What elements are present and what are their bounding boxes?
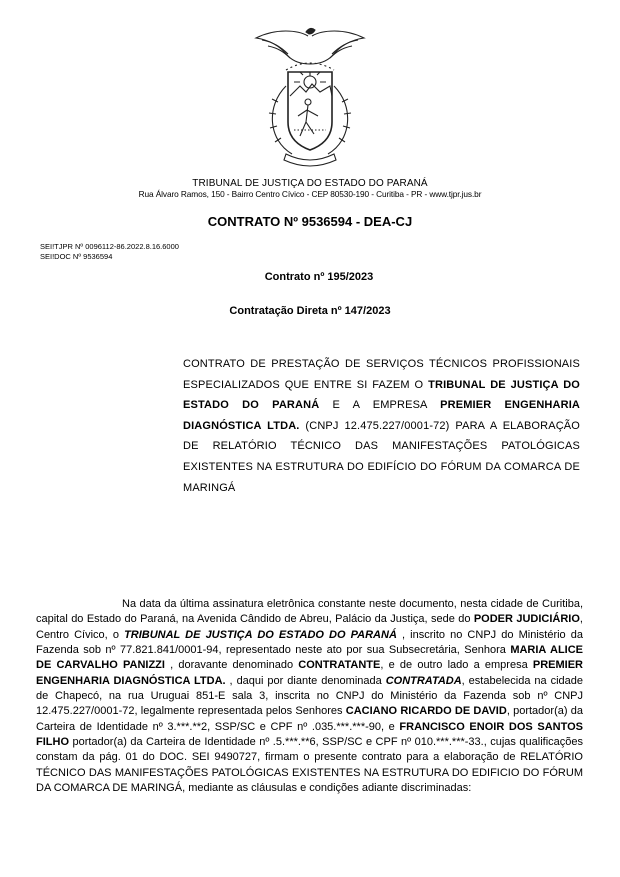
body-text-2: , Centro Cívico, o xyxy=(36,613,583,641)
summary-text-3: (CNPJ 12.475.227/0001-72) PARA A ELABORAÇÃO DE RELATÓRIO TÉCNICO DAS MANIFESTAÇÕES PATOLÓGICAS EXISTENTES NA ESTRUTURA DO EDIFÍCIO DO FÓRUM DA COMARCA DE MARINGÁ xyxy=(183,419,580,494)
sei-document-number: SEI!DOC Nº 9536594 xyxy=(40,252,113,261)
body-company: PREMIER ENGENHARIA DIAGNÓSTICA LTDA. xyxy=(36,659,583,687)
body-text-1: Na data da última assinatura eletrônica constante neste documento, nesta cidade de Curitiba, capital do Estado do Paraná, na Avenida Cândido de Abreu, Palácio da Justiça, sede do xyxy=(36,598,583,626)
body-contratada: CONTRATADA xyxy=(385,674,462,687)
direct-hiring-number: Contratação Direta nº 147/2023 xyxy=(229,305,391,317)
court-name: TRIBUNAL DE JUSTIÇA DO ESTADO DO PARANÁ xyxy=(192,178,428,189)
parana-coat-of-arms-icon xyxy=(246,26,374,174)
sei-process-number: SEI!TJPR Nº 0096112-86.2022.8.16.6000 xyxy=(40,242,179,251)
body-partner-1: CACIANO RICARDO DE DAVID xyxy=(345,705,507,718)
body-text-3: , inscrito no CNPJ do Ministério da Fazenda sob nº 77.821.841/0001-94, representado neste ato por sua Subsecretária, Senhora xyxy=(36,628,584,657)
body-text-4: , doravante denominado xyxy=(164,659,299,672)
body-representative: MARIA ALICE DE CARVALHO PANIZZI xyxy=(36,644,583,672)
court-address: Rua Álvaro Ramos, 150 - Bairro Centro Cívico - CEP 80530-190 - Curitiba - PR - www.tjpr.jus.br xyxy=(138,189,482,199)
contract-title: CONTRATO Nº 9536594 - DEA-CJ xyxy=(207,214,413,229)
body-text-6: , daqui por diante denominada xyxy=(225,674,386,687)
body-judiciary: PODER JUDICIÁRIO xyxy=(473,613,580,626)
body-text-7: , estabelecida na cidade de Chapecó, na rua Uruguai 851-E sala 3, inscrita no CNPJ do Ministério da Fazenda sob nº CNPJ 12.475.227/0001-72, legalmente representada pelos Senhores xyxy=(36,674,583,718)
body-text-5: , e de outro lado a empresa xyxy=(380,659,533,672)
body-text-9: portador(a) da Carteira de Identidade nº .5.***.**6, SSP/SC e CPF nº 010.***.***-33., cujas qualificações constam da pág. 01 do DOC. SEI 9490727, firmam o presente contrato para a elaboração de RELATÓRIO TÉCNICO DAS MANIFESTAÇÕES PATOLÓGICAS EXISTENTES NA ESTRUTURA DO EDIFICIO DO FÓRUM DA COMARCA DE MARINGÁ, mediante as cláusulas e condições adiante discriminadas: xyxy=(36,736,583,795)
body-contratante: CONTRATANTE xyxy=(298,659,381,672)
body-text-8: , portador(a) da Carteira de Identidade nº 3.***.**2, SSP/SC e CPF nº .035.***.***-90, e xyxy=(36,705,583,733)
summary-court: TRIBUNAL DE JUSTIÇA DO ESTADO DO PARANÁ xyxy=(183,378,580,412)
contract-number: Contrato nº 195/2023 xyxy=(264,271,374,283)
body-partner-2: FRANCISCO ENOIR DOS SANTOS FILHO xyxy=(36,720,583,749)
summary-company: PREMIER ENGENHARIA DIAGNÓSTICA LTDA. xyxy=(183,399,580,432)
summary-text-2: E A EMPRESA xyxy=(319,399,441,412)
summary-text-1: CONTRATO DE PRESTAÇÃO DE SERVIÇOS TÉCNICOS PROFISSIONAIS ESPECIALIZADOS QUE ENTRE SI FAZEM O xyxy=(183,358,580,391)
contract-preamble xyxy=(36,597,583,796)
contract-summary xyxy=(183,354,580,498)
body-tribunal: TRIBUNAL DE JUSTIÇA DO ESTADO DO PARANÁ xyxy=(124,628,397,641)
